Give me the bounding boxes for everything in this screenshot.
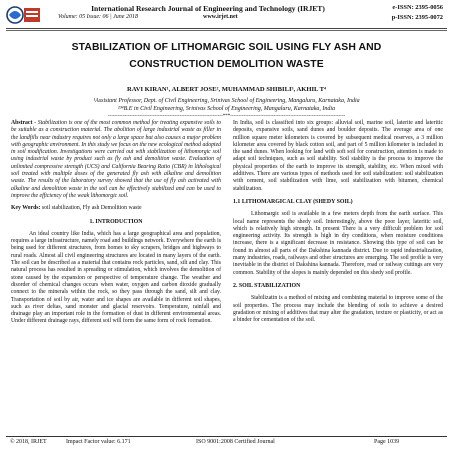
- author-list: RAVI KIRAN¹, ALBERT JOSE², MUHAMMAD SHIBILI³, AKHIL T⁴: [127, 86, 326, 93]
- affiliation-2: ²³⁴B.E in Civil Engineering, Srinivas School of Engineering, Mangaluru, Karnataka, India: [117, 106, 336, 112]
- keywords-text: soil stabilization, Fly ash Demolition waste: [40, 205, 142, 212]
- keywords-label: Key Words:: [11, 205, 41, 212]
- affiliations: [20, 97, 433, 121]
- title-line-2: CONSTRUCTION DEMOLITION WASTE: [129, 59, 324, 70]
- footer-page-number: Page 1039: [374, 439, 400, 445]
- soil-classification-paragraph: In India, soil is classified into six groups: alluvial soil, marine soil, laterite and lateritic deposits, expansive soils, sand dunes and boulder deposits. The average area of one million square meter kilometers is covered by subsequent medical reserves, a 3 million kilometer area covered by black cotton soil, and part of 5 million kilometer is included in the sand dunes. When looking for land with soft soil for construction, attention is made to adapt soil techniques, such as soil stability. Soil stability is the process to improve the physical properties of the earth to improve its strength, stability, etc. When mixed with additives. There are various types of methods used for soil stabilization: soil stabilization with cement, soil stabilization with lime, soil stabilization with bitumen, chemical stabilization.: [233, 120, 443, 192]
- left-column: [11, 120, 221, 326]
- p-issn: p-ISSN: 2395-0072: [391, 14, 443, 21]
- affiliation-separator: ---------------------------------------------------------------------***---------------------------------------------------------------------: [107, 114, 346, 119]
- lithomargic-paragraph: Lithomargic soil is available in a few meters depth from the earth surface. This local name represents the shedy soil. Interestingly, above the poor layer, lateritic soil, which is relatively high strength. In present There is a very difficult problem for soil engineering activity. Its strength is high in dry conditions, when moisture conditions increase, there is a significant decrease in resistance. Showing this type of soil can be found in almost all parts of the Dakshina kannada district. Due to rapid industrialization, many industries, roads, railways and other structures are emerging. The soil profile is very inevitable in the district of Dakshina kannada. Therefore, road or railway cuttings are very common. Stability of the slopes is mainly depended on this shedy soil profile.: [233, 211, 443, 276]
- section-heading-introduction: 1. INTRODUCTION: [89, 218, 143, 225]
- section-heading-soil-stabilization: 2. SOIL STABILIZATION: [233, 282, 301, 289]
- abstract: [11, 120, 221, 200]
- footer-iso: ISO 9001:2008 Certified Journal: [196, 439, 275, 445]
- section-heading-lithomargical-clay: 1.1 LITHOMARGICAL CLAY (SHEDY SOIL): [233, 198, 353, 205]
- title-line-1: STABILIZATION OF LITHOMARGIC SOIL USING FLY ASH AND: [71, 42, 382, 53]
- header-rule: [6, 28, 447, 29]
- footer-rule: [6, 436, 447, 437]
- keywords: [11, 205, 221, 212]
- e-issn: e-ISSN: 2395-0056: [392, 4, 443, 11]
- volume-line: [58, 14, 358, 20]
- right-column: [233, 120, 443, 324]
- paper-title: [20, 39, 433, 73]
- irjet-logo-icon: [6, 3, 42, 27]
- volume-issue: Volume: 05 Issue: 06 | June 2018: [58, 14, 138, 20]
- footer-impact-factor: Impact Factor value: 6.171: [66, 439, 131, 445]
- abstract-text: - Stabilization is one of the most common method for treating expansive soils to be suitable as a construction material. The abolition of large industrial waste as filler in the landfills near industry requires not only a large space but also causes a major problem with geographic environment. In this study we focus on the new ecological method adopted in soil modification. Investigations were carried out with stabilization of lithomorgic soil using industrial waste by product such as fly ash and demolition waste. Evaluation of unlimited compressive strength (UCS) and California Bearing Ratio (CBR) in lithological soil treated with multiple doses of the generated fly ash with alkaline and demolition waste. The results of the laboratory survey showed that the use of fly ash activated with alkaline and demolition waste in the soil can be effectively stabilized and can be used to improve the efficiency of the weak lithomorgic soil.: [11, 120, 221, 199]
- stabilization-paragraph: Stabilizatin is a method of mixing and combining material to improve some of the soil properties. The process may include the blending of soils to achieve a desired gradation or mixing of additives that may alter the gradation, texture or plasticity, or act as a binder for cementation of the soil.: [233, 295, 443, 324]
- affiliation-1: ¹Assistant Professor, Dept. of Civil Engineering, Srinivas School of Engineering, Mangaluru, Karnataka, India: [93, 98, 360, 104]
- introduction-paragraph: An ideal country like India, which has a large geographical area and population, requires a large infrastructure, namely road and buildings network. Everywhere the earth is being used for different structures, from homes to sky scrapers, bridges and highways to rural roads. Almost all civil engineering structures are located in many layers of the earth. The soil can be described as a material that contains rock particles, sand, silt and clay. This natural process has resulted in spreading or stimulation, which involves the demolition of stone caused by the expansion or perspective of temperature change. The weather and disorder of chemical changes occurs when water, oxygen and carbon dioxide gradually connect to the minerals within the rock, so they pass through the sand, silt and clay. Transportation of soil by air, water and ice shapes are available in different soil shapes, such as river deltas, sand monster and glacial reservoirs. Temperature, rainfall and drainage play an important role in the formation of dust in different environmental areas. Under different drainage rays, different soil will form the same form of rock formation.: [11, 230, 221, 325]
- abstract-label: Abstract: [11, 120, 33, 126]
- header-rule-thin: [6, 30, 447, 31]
- journal-header: [6, 3, 447, 31]
- journal-website: www.irjet.net: [203, 14, 238, 20]
- footer-copyright: © 2018, IRJET: [10, 439, 47, 445]
- journal-name: International Research Journal of Engineering and Technology (IRJET): [91, 4, 325, 13]
